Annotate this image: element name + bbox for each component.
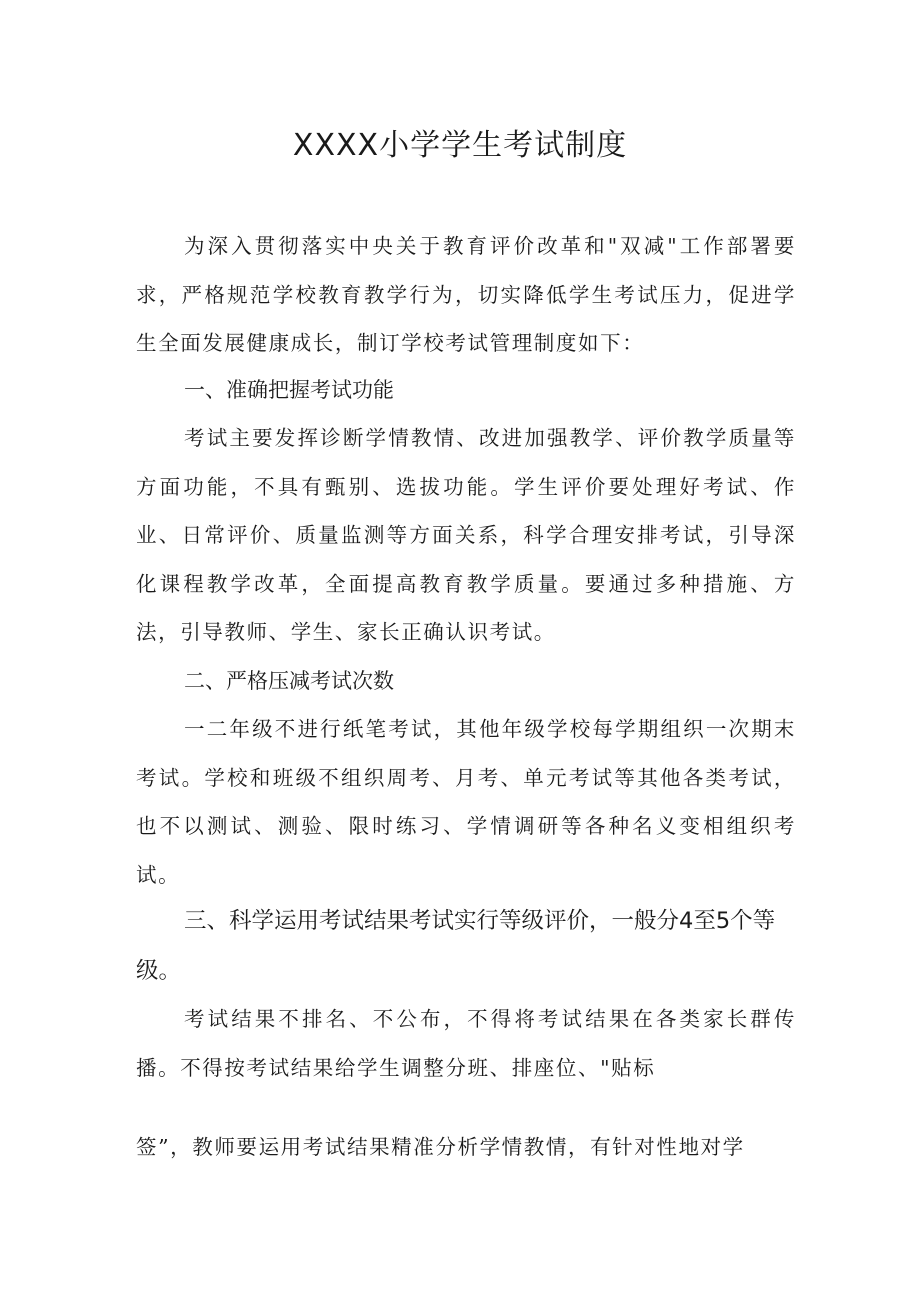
section-2-body: 一二年级不进行纸笔考试，其他年级学校每学期组织一次期末考试。学校和班级不组织周考、月考、单元考试等其他各类考试，也不以测试、测验、限时练习、学情调研等各种名义变相组织考试。 bbox=[136, 717, 796, 887]
section-1-heading: 一、准确把握考试功能 bbox=[184, 378, 394, 402]
section-3-body: 考试结果不排名、不公布，不得将考试结果在各类家长群传播。不得按考试结果给学生调整分班、排座位、"贴标 bbox=[136, 1007, 796, 1080]
section-3-body-continued: 签”，教师要运用考试结果精准分析学情教情，有针对性地对学 bbox=[136, 1135, 745, 1159]
section-2-heading: 二、严格压减考试次数 bbox=[184, 669, 394, 693]
section-3-heading: 三、科学运用考试结果考试实行等级评价，一般分4至5个等级。 bbox=[136, 908, 776, 984]
intro-paragraph: 为深入贯彻落实中央关于教育评价改革和"双减"工作部署要求，严格规范学校教育教学行为，切实降低学生考试压力，促进学生全面发展健康成长，制订学校考试管理制度如下： bbox=[136, 234, 796, 355]
section-1-body: 考试主要发挥诊断学情教情、改进加强教学、评价教学质量等方面功能，不具有甄别、选拔功能。学生评价要处理好考试、作业、日常评价、质量监测等方面关系，科学合理安排考试，引导深化课程教学改革，全面提高教育教学质量。要通过多种措施、方法，引导教师、学生、家长正确认识考试。 bbox=[136, 426, 796, 644]
document-title: XXXX小学学生考试制度 bbox=[292, 128, 628, 163]
